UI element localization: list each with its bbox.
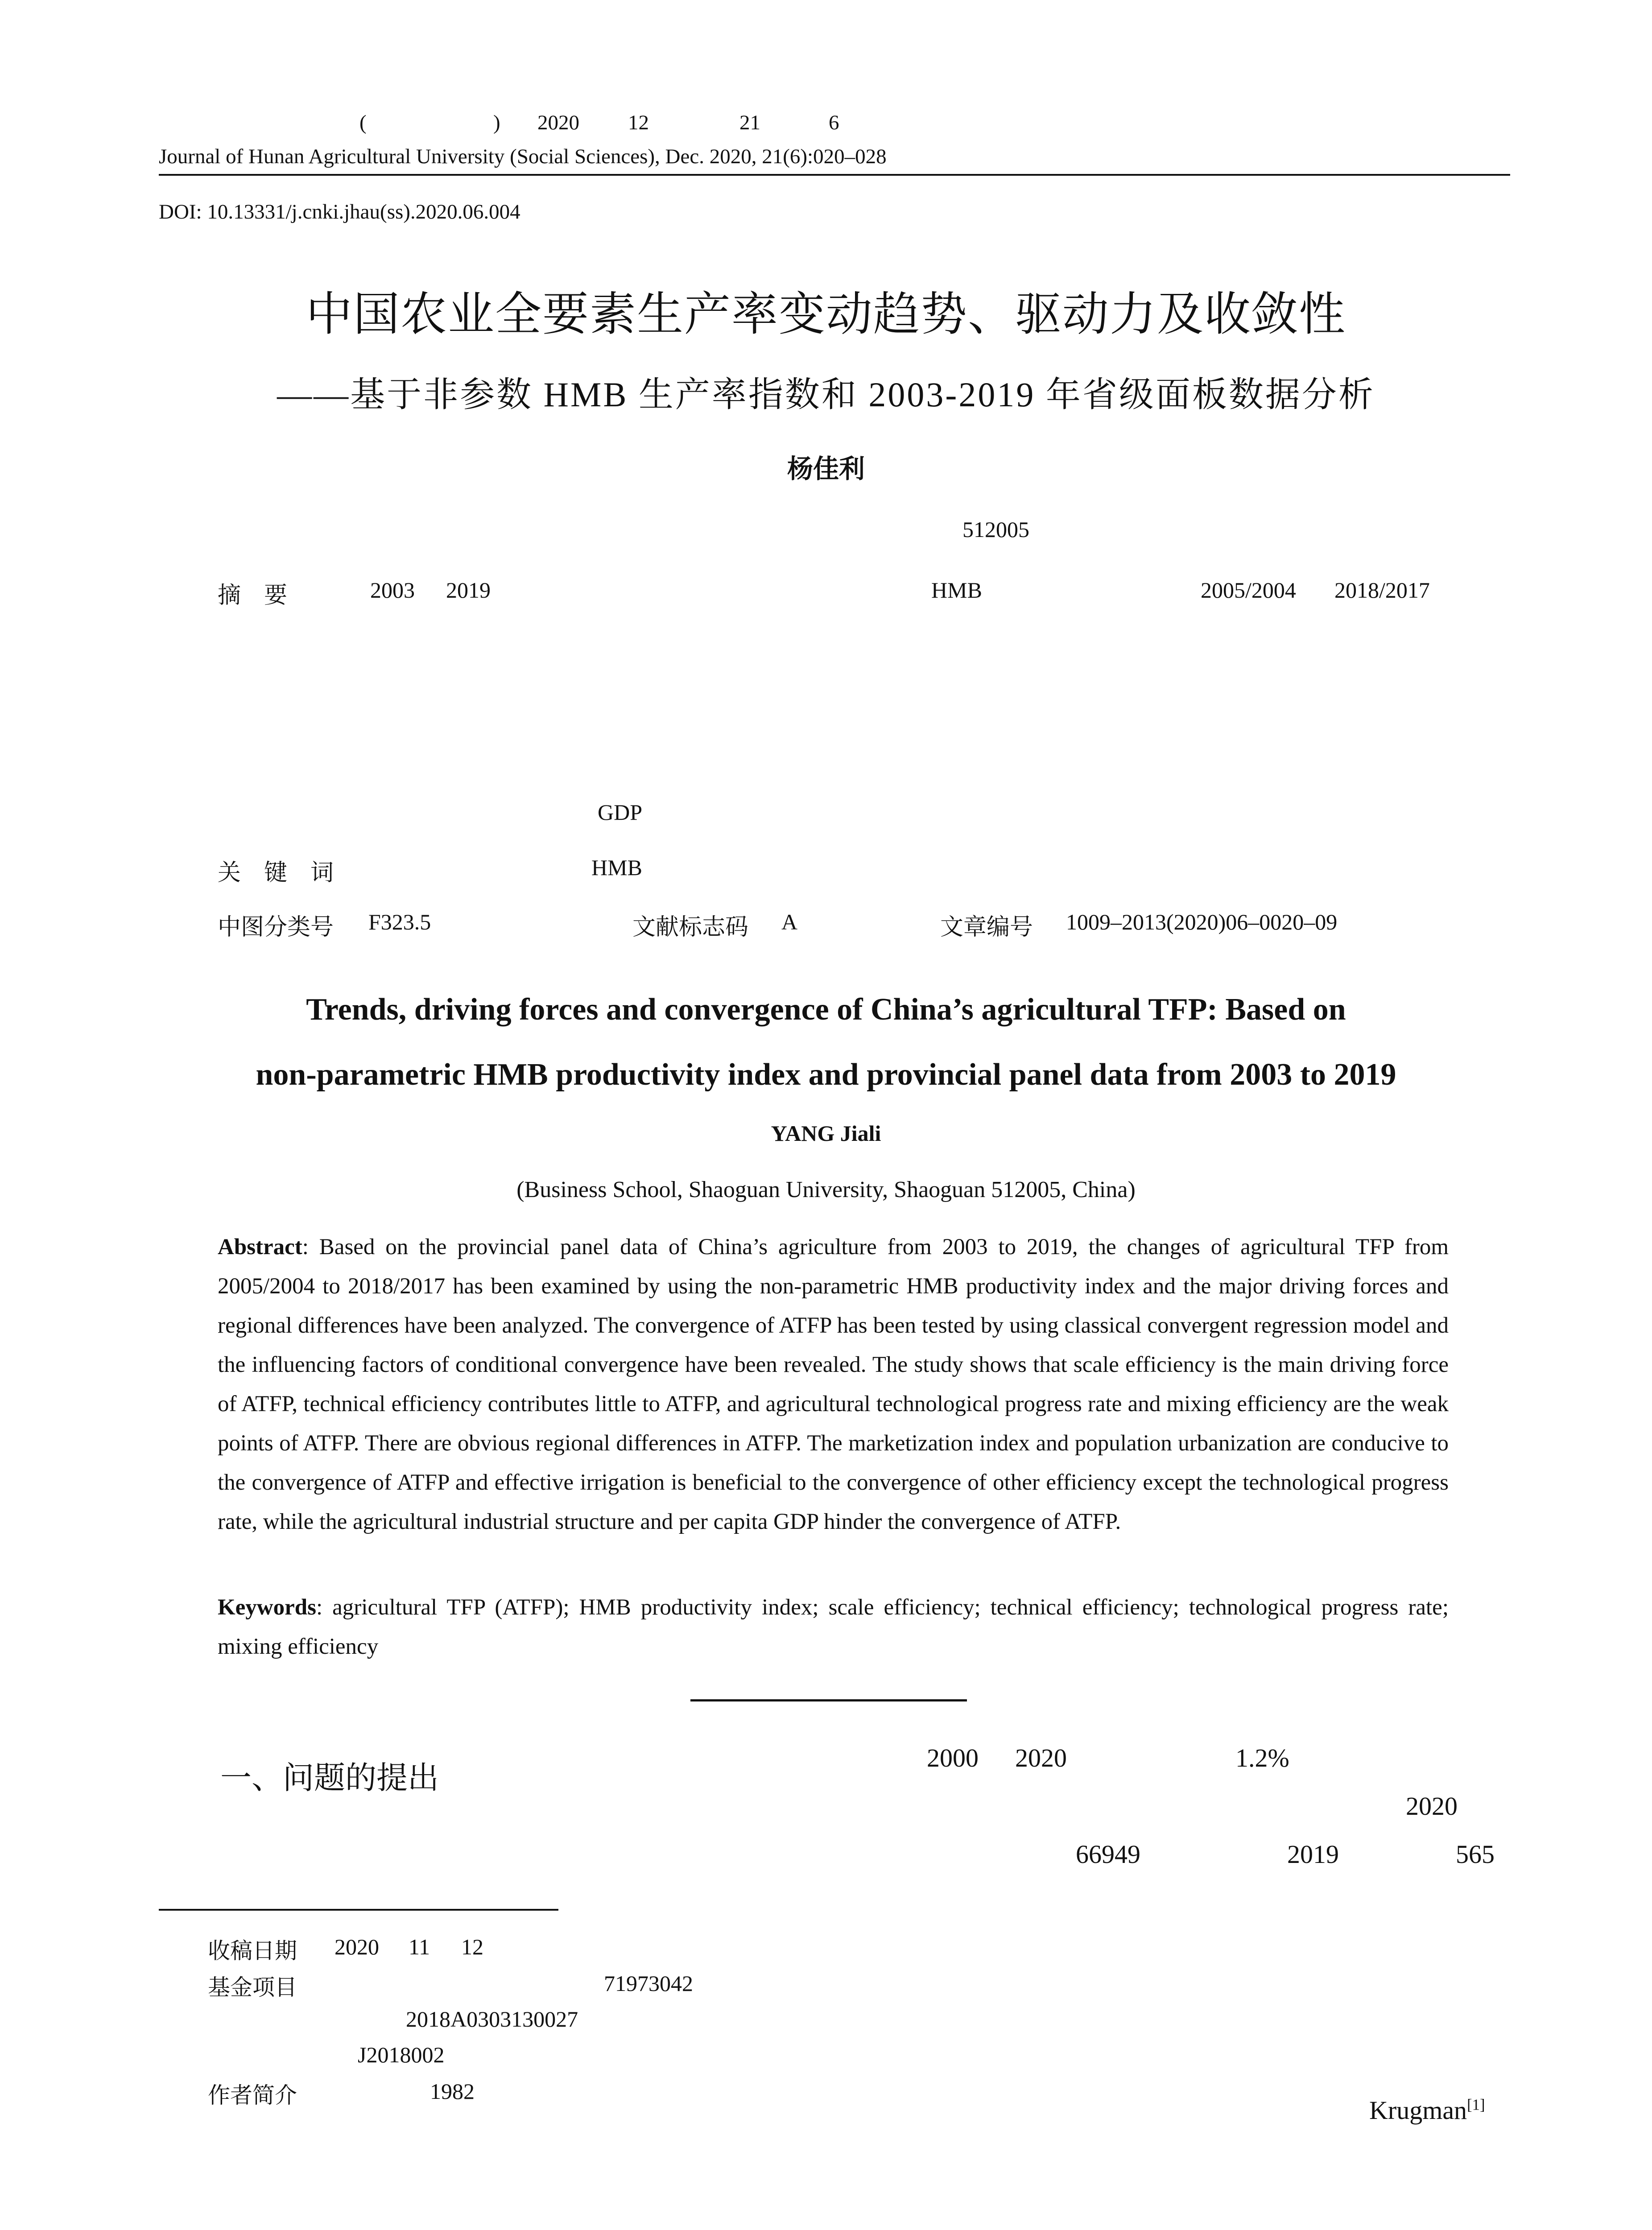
body-number-66949: 66949 xyxy=(1076,1840,1140,1869)
english-author: YANG Jiali xyxy=(771,1121,881,1146)
abstract-cn-method: HMB xyxy=(931,578,982,603)
abstract-cn-year-end: 2019 xyxy=(446,578,491,603)
abstract-cn-year-start: 2003 xyxy=(370,578,415,603)
body-krugman xyxy=(1369,2095,1485,2125)
header-year: 2020 xyxy=(537,111,579,134)
page-title: 中国农业全要素生产率变动趋势、驱动力及收敛性 xyxy=(306,287,1346,341)
fund-number-1: 71973042 xyxy=(604,1971,693,1996)
body-year-2000: 2000 xyxy=(927,1743,979,1772)
keywords-cn-hmb: HMB xyxy=(591,855,642,880)
affiliation-postcode: 512005 xyxy=(962,517,1029,542)
english-title-line1: Trends, driving forces and convergence of China’s agricultural TFP: Based on xyxy=(306,992,1346,1027)
header-paren-open: ( xyxy=(359,111,367,134)
english-keywords-text: : agricultural TFP (ATFP); HMB productivity index; scale efficiency; technical efficiency; technological progress rate; mixing efficiency xyxy=(218,1595,1449,1659)
author-birth-year: 1982 xyxy=(430,2079,475,2104)
header-month: 12 xyxy=(628,111,649,134)
header-paren-close: ) xyxy=(493,111,500,134)
article-number-value: 1009–2013(2020)06–0020–09 xyxy=(1066,909,1338,934)
abstract-cn-period-start: 2005/2004 xyxy=(1201,578,1296,603)
footnote-rule xyxy=(159,1909,558,1911)
article-number-label: 文章编号 xyxy=(940,914,1033,941)
page-subtitle: ——基于非参数 HMB 生产率指数和 2003-2019 年省级面板数据分析 xyxy=(277,375,1375,414)
received-label: 收稿日期 xyxy=(208,1938,297,1964)
journal-line: Journal of Hunan Agricultural University (Social Sciences), Dec. 2020, 21(6):020–028 xyxy=(159,145,887,168)
author-name-cn: 杨佳利 xyxy=(787,454,865,484)
krugman-ref[interactable]: [1] xyxy=(1467,2096,1485,2114)
clc-label: 中图分类号 xyxy=(218,914,334,941)
abstract-cn-gdp: GDP xyxy=(598,800,643,825)
english-title-line2: non-parametric HMB productivity index and provincial panel data from 2003 to 2019 xyxy=(256,1057,1396,1092)
body-percent: 1.2% xyxy=(1235,1743,1289,1772)
header-issue: 6 xyxy=(829,111,839,134)
body-number-565: 565 xyxy=(1456,1840,1495,1869)
english-abstract-label: Abstract xyxy=(218,1235,302,1260)
doi: DOI: 10.13331/j.cnki.jhau(ss).2020.06.004 xyxy=(159,200,520,223)
abstract-cn-label: 摘 要 xyxy=(218,582,288,609)
fund-number-3: J2018002 xyxy=(358,2042,445,2067)
body-year-2019: 2019 xyxy=(1287,1840,1339,1869)
fund-number-2: 2018A0303130027 xyxy=(406,2007,578,2032)
received-year: 2020 xyxy=(335,1934,379,1959)
section-heading: 一、问题的提出 xyxy=(220,1759,439,1796)
clc-value: F323.5 xyxy=(368,909,431,934)
english-abstract xyxy=(218,1227,1449,1541)
received-day: 12 xyxy=(461,1934,483,1959)
received-month: 11 xyxy=(409,1934,430,1959)
english-keywords-label: Keywords xyxy=(218,1595,316,1620)
body-year-2020b: 2020 xyxy=(1406,1792,1458,1821)
english-affiliation: (Business School, Shaoguan University, Shaoguan 512005, China) xyxy=(516,1177,1136,1202)
krugman-text: Krugman xyxy=(1369,2096,1467,2125)
english-keywords xyxy=(218,1588,1449,1666)
author-intro-label: 作者简介 xyxy=(208,2082,297,2108)
body-year-2020a: 2020 xyxy=(1015,1743,1067,1772)
abstract-cn-period-end: 2018/2017 xyxy=(1334,578,1430,603)
header-rule xyxy=(159,174,1510,176)
doc-code-value: A xyxy=(781,909,798,934)
keywords-cn-label: 关 键 词 xyxy=(218,859,334,886)
section-separator xyxy=(690,1699,967,1701)
english-abstract-text: : Based on the provincial panel data of China’s agriculture from 2003 to 2019, the changes of agricultural TFP from 2005/2004 to 2018/2017 has been examined by using the non-parametric HMB productivity index and the major driving forces and regional differences have been analyzed. The convergence of ATFP has been tested by using classical convergent regression model and the influencing factors of conditional convergence have been revealed. The study shows that scale efficiency is the main driving force of ATFP, technical efficiency contributes little to ATFP, and agricultural technological progress rate and mixing efficiency are the weak points of ATFP. There are obvious regional differences in ATFP. The marketization index and population urbanization are conducive to the convergence of ATFP and effective irrigation is beneficial to the convergence of other efficiency except the technological progress rate, while the agricultural industrial structure and per capita GDP hinder the convergence of ATFP. xyxy=(218,1235,1449,1534)
header-volume: 21 xyxy=(739,111,760,134)
fund-label: 基金项目 xyxy=(208,1974,297,2000)
doc-code-label: 文献标志码 xyxy=(632,914,749,941)
